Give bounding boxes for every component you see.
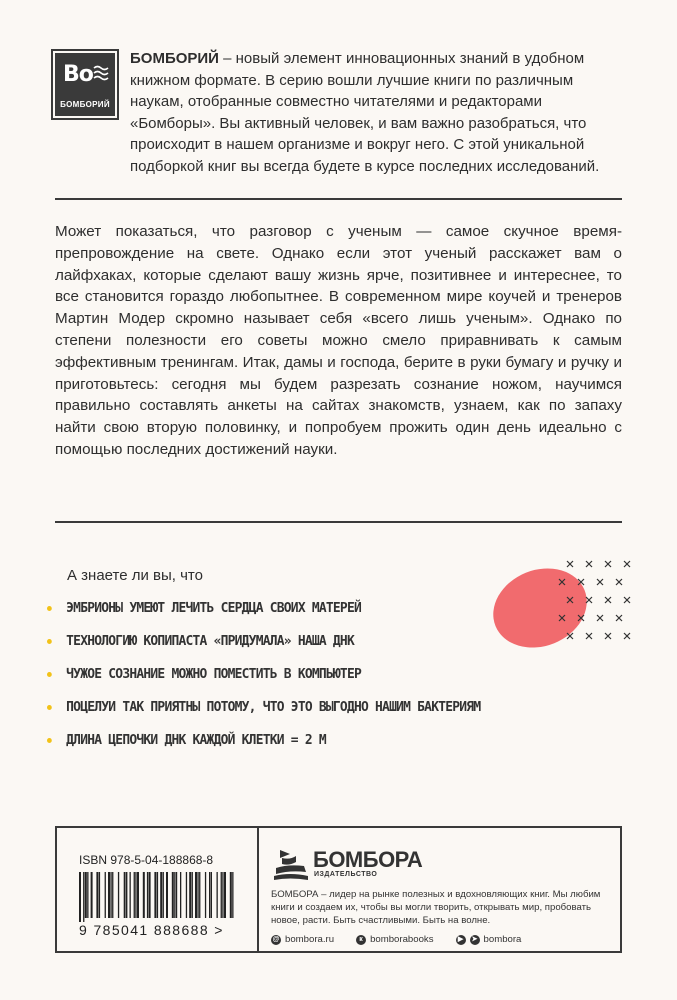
series-logo-name: БОМБОРИЙ <box>60 100 110 109</box>
publisher-name: БОМБОРА <box>313 847 423 872</box>
series-logo <box>55 53 115 116</box>
isbn: ISBN 978-5-04-188868-8 <box>79 853 214 867</box>
social-telegram-label: bombora <box>483 934 522 945</box>
facts-list <box>47 596 647 761</box>
publisher-description: БОМБОРА – лидер на рынке полезных и вдохновляющих книг. Мы любим книги и создаем их, чтобы вы могли творить, открывать мир, пробовать новое, расти. Быть счастливыми. Быть на волне. <box>271 889 601 926</box>
telegram-icon: ➤ <box>470 935 480 945</box>
bullet-icon <box>47 672 52 677</box>
bullet-icon <box>47 639 52 644</box>
social-vk-label: bomborabooks <box>370 934 434 945</box>
series-logo-mark: Bo <box>63 62 93 87</box>
barcode-digits: 9 785041 888688 > <box>79 922 224 938</box>
social-vk[interactable] <box>356 934 433 945</box>
series-brand: БОМБОРИЙ <box>130 50 219 67</box>
social-telegram[interactable] <box>456 934 522 945</box>
barcode-icon <box>79 872 237 922</box>
bullet-icon <box>47 705 52 710</box>
youtube-icon: ▶ <box>456 935 466 945</box>
series-intro <box>130 48 622 177</box>
book-description: Может показаться, что разговор с ученым — самое скучное времяпрепровождение на свете. Однако если этот ученый расскажет вам о лайфхаках, которые сделают вашу жизнь ярче, позитивнее и интереснее, то все становится гораздо любопытнее. В современном мире коучей и тренеров Мартин Модер скромно называет себя «всего лишь ученым». Однако по степени полезности его советы можно смело приравнивать к самым эффективным тренингам. Итак, дамы и господа, берите в руки бумагу и ручку и приготовьтесь: сегодня мы будем разрезать сознание ножом, научимся правильно составлять анкеты на сайтах знакомств, узнаем, как по запаху найти свою вторую половинку, и попробуем прожить один день идеально с помощью последних достижений науки. <box>55 223 622 458</box>
bullet-icon <box>47 738 52 743</box>
bombora-logo-icon <box>272 844 310 884</box>
footer-divider <box>257 828 259 951</box>
fact-item: ЧУЖОЕ СОЗНАНИЕ МОЖНО ПОМЕСТИТЬ В КОМПЬЮТЕР <box>47 662 622 695</box>
fact-item: ТЕХНОЛОГИЮ КОПИПАСТА «ПРИДУМАЛА» НАША ДНК <box>47 629 622 662</box>
publisher-sub: ИЗДАТЕЛЬСТВО <box>314 871 378 878</box>
facts-title: А знаете ли вы, что <box>67 567 203 584</box>
fact-item: ПОЦЕЛУИ ТАК ПРИЯТНЫ ПОТОМУ, ЧТО ЭТО ВЫГОДНО НАШИМ БАКТЕРИЯМ <box>47 695 622 728</box>
social-site[interactable] <box>271 934 334 945</box>
series-intro-text: – новый элемент инновационных знаний в удобном книжном формате. В серию вошли лучшие книги по различным наукам, отобранные совместно читателями и редакторами «Бомборы». Вы активный человек, и вам важно разобраться, что происходит в нашем организме и вокруг него. С этой уникальной подборкой книг вы всегда будете в курсе последних исследований. <box>130 50 600 175</box>
fact-item: ДЛИНА ЦЕПОЧКИ ДНК КАЖДОЙ КЛЕТКИ = 2 М <box>47 728 622 761</box>
footer-box <box>55 826 622 953</box>
waves-icon <box>93 65 109 81</box>
bullet-icon <box>47 606 52 611</box>
social-links <box>271 934 521 945</box>
globe-icon: @ <box>272 935 280 943</box>
social-site-label: bombora.ru <box>285 934 335 945</box>
divider-top <box>55 198 622 200</box>
vk-icon: к <box>356 935 366 945</box>
fact-item: ЭМБРИОНЫ УМЕЮТ ЛЕЧИТЬ СЕРДЦА СВОИХ МАТЕРЕЙ <box>47 596 622 629</box>
divider-middle <box>55 521 622 523</box>
